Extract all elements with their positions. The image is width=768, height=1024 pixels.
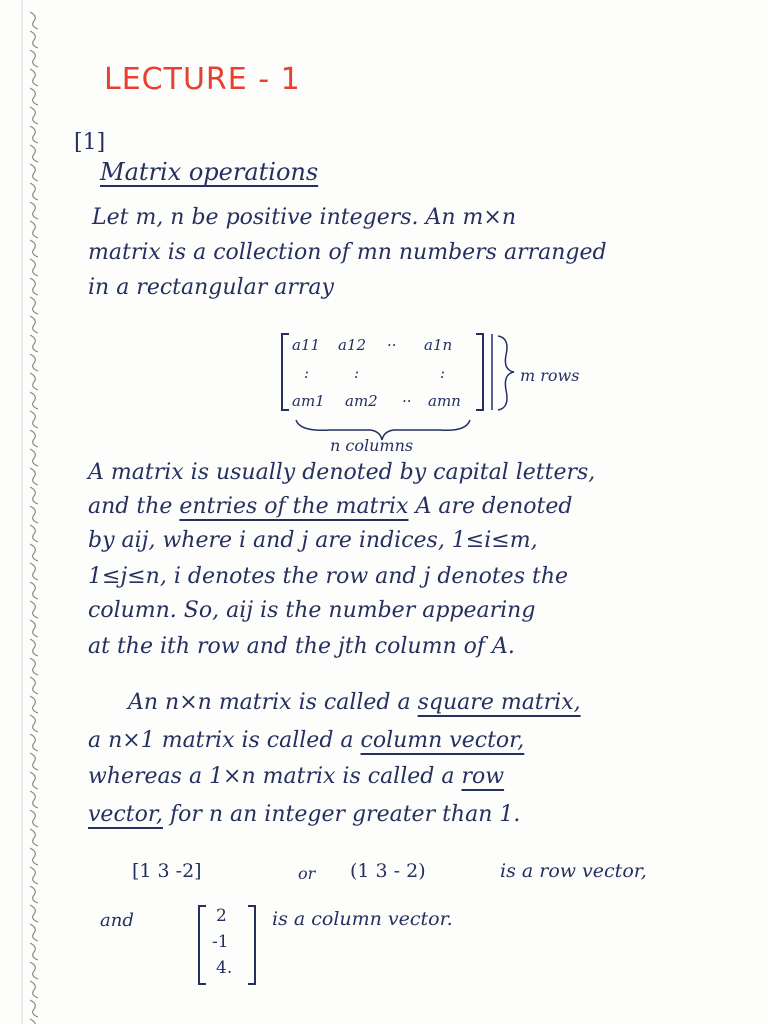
intro-line-3: in a rectangular array bbox=[88, 275, 334, 300]
entry-vdots-1: : bbox=[304, 364, 310, 382]
col-entry-3: 4. bbox=[216, 958, 233, 978]
para1-line-4: 1≤j≤n, i denotes the row and j denotes the bbox=[88, 564, 569, 589]
para2-line-3a: whereas a 1×n matrix is called a bbox=[88, 764, 455, 789]
vector-term: vector, bbox=[88, 802, 163, 827]
para1-line-1: A matrix is usually denoted by capital letters, bbox=[88, 460, 596, 485]
section-number: [1] bbox=[74, 130, 106, 155]
para2-line-4b: for n an integer greater than 1. bbox=[169, 802, 521, 827]
entry-dots-1: ·· bbox=[387, 336, 397, 354]
para1-line-2a: and the bbox=[88, 494, 173, 519]
col-entry-2: -1 bbox=[212, 932, 229, 952]
row-vector-text: is a row vector, bbox=[500, 860, 647, 882]
para2-line-1a: An n×n matrix is called a bbox=[128, 690, 411, 715]
lecture-title: LECTURE - 1 bbox=[104, 62, 301, 97]
row-term: row bbox=[461, 764, 505, 789]
para1-line-2c: A are denoted bbox=[415, 494, 573, 519]
column-vector-term: column vector, bbox=[360, 728, 525, 753]
columns-label: n columns bbox=[330, 436, 414, 455]
row-vector-paren: (1 3 - 2) bbox=[350, 860, 426, 882]
para1-line-5: column. So, aij is the number appearing bbox=[88, 598, 536, 623]
entry-vdots-2: : bbox=[354, 364, 360, 382]
entry-am1: am1 bbox=[292, 392, 325, 410]
entry-a1n: a1n bbox=[424, 336, 453, 354]
entry-am2: am2 bbox=[345, 392, 378, 410]
section-heading: Matrix operations bbox=[100, 158, 319, 186]
column-vector-text: is a column vector. bbox=[272, 908, 453, 930]
and-word: and bbox=[100, 910, 134, 931]
intro-line-1: Let m, n be positive integers. An m×n bbox=[92, 205, 517, 230]
entry-a11: a11 bbox=[292, 336, 321, 354]
row-vector-bracket: [1 3 -2] bbox=[132, 860, 202, 882]
para2-line-2a: a n×1 matrix is called a bbox=[88, 728, 354, 753]
rows-label: m rows bbox=[520, 366, 580, 385]
entry-vdots-3: : bbox=[440, 364, 446, 382]
entry-dots-2: ·· bbox=[402, 392, 412, 410]
entry-a12: a12 bbox=[338, 336, 367, 354]
entry-amn: amn bbox=[428, 392, 461, 410]
para1-line-6: at the ith row and the jth column of A. bbox=[88, 634, 515, 659]
para1-line-3: by aij, where i and j are indices, 1≤i≤m, bbox=[88, 528, 538, 553]
intro-line-2: matrix is a collection of mn numbers arranged bbox=[88, 240, 607, 265]
or-word: or bbox=[298, 864, 316, 883]
square-matrix-term: square matrix, bbox=[417, 690, 581, 715]
para1-entries-underlined: entries of the matrix bbox=[179, 494, 409, 519]
col-entry-1: 2 bbox=[216, 906, 227, 926]
